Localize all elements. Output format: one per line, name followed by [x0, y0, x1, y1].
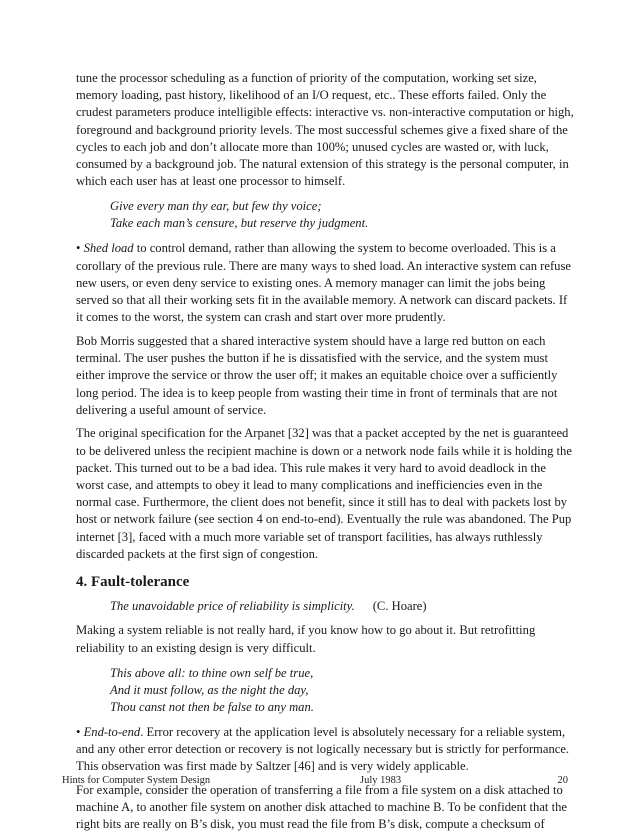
- paragraph-scheduling: tune the processor scheduling as a function of priority of the computation, working set size, memory loading, past history, likelihood of an I/O request, etc.. These efforts failed. Only the crudest parameters produce intelligible effects: interactive vs. non-interactive computation or high, foreground and background priority levels. The most successful schemes give a fixed share of the cycles to each job and don’t allocate more than 100%; unused cycles are wasted or, with luck, consumed by a background job. The natural extension of this strategy is the personal computer, in which each user has at least one processor to himself.: [76, 71, 574, 189]
- paragraph-text: to control demand, rather than allowing the system to become overloaded. This is a corollary of the previous rule. There are many ways to shed load. An interactive system can refuse new users, or even deny service to existing ones. A memory manager can limit the jobs being served so that all their working sets fit in the available memory. A network can discard packets. If it comes to the worst, the system can crash and start over more prudently.: [76, 241, 571, 325]
- quote-line: Thou canst not then be false to any man.: [110, 699, 314, 714]
- quote-line: And it must follow, as the night the day,: [110, 682, 309, 697]
- footer-page-number: 20: [557, 775, 568, 786]
- bullet: •: [76, 724, 81, 739]
- paragraph-text: . Error recovery at the application level is absolutely necessary for a reliable system, and any other error detection or recovery is not logically necessary but is strictly for performance. This observation was first made by Saltzer [46] and is very widely applicable.: [76, 724, 570, 774]
- quote-author: (C. Hoare): [372, 599, 427, 614]
- quote-hoare: [110, 598, 576, 615]
- quote-polonius-1: [110, 198, 576, 232]
- footer-title: Hints for Computer System Design: [62, 775, 211, 786]
- page-body: [76, 70, 576, 840]
- paragraph-end-to-end: [76, 724, 576, 776]
- hint-title-shed-load: Shed load: [83, 241, 134, 256]
- paragraph-file-transfer: For example, consider the operation of transferring a file from a file system on a disk attached to machine A, to another file system on another disk attached to machine B. To be confident that the right bits are really on B’s disk, you must read the file from B’s disk, compute a checksum of: [76, 783, 567, 832]
- quote-line: Take each man’s censure, but reserve thy judgment.: [110, 216, 369, 231]
- bullet: •: [76, 241, 81, 256]
- paragraph-reliability: Making a system reliable is not really hard, if you know how to go about it. But retrofitting reliability to an existing design is very difficult.: [76, 623, 536, 655]
- paragraph-shed-load: [76, 240, 576, 326]
- section-heading-fault-tolerance: 4. Fault-tolerance: [76, 574, 190, 591]
- paragraph-red-button: Bob Morris suggested that a shared interactive system should have a large red button on each terminal. The user pushes the button if he is dissatisfied with the service, and the system must either improve the service or throw the user off; it makes an equitable choice over a sufficiently long period. The idea is to keep people from wasting their time in front of terminals that are not delivering a useful amount of service.: [76, 333, 558, 417]
- quote-text: The unavoidable price of reliability is simplicity.: [110, 599, 355, 614]
- quote-polonius-2: [110, 665, 576, 716]
- quote-line: This above all: to thine own self be true,: [110, 665, 314, 680]
- hint-title-end-to-end: End-to-end: [83, 724, 141, 739]
- paragraph-arpanet: The original specification for the Arpanet [32] was that a packet accepted by the net is guaranteed to be delivered unless the recipient machine is down or a network node fails while it is holding the packet. This turned out to be a bad idea. This rule makes it very hard to avoid deadlock in the worst case, and attempts to obey it lead to many complications and inefficiencies even in the normal case. Furthermore, the client does not benefit, since it still has to deal with packets lost by host or network failure (see section 4 on end-to-end). Eventually the rule was abandoned. The Pup internet [3], faced with a much more variable set of transport facilities, has always ruthlessly discarded packets at the first sign of congestion.: [76, 426, 572, 561]
- quote-line: Give every man thy ear, but few thy voice;: [110, 199, 322, 214]
- footer-date: July 1983: [360, 775, 402, 786]
